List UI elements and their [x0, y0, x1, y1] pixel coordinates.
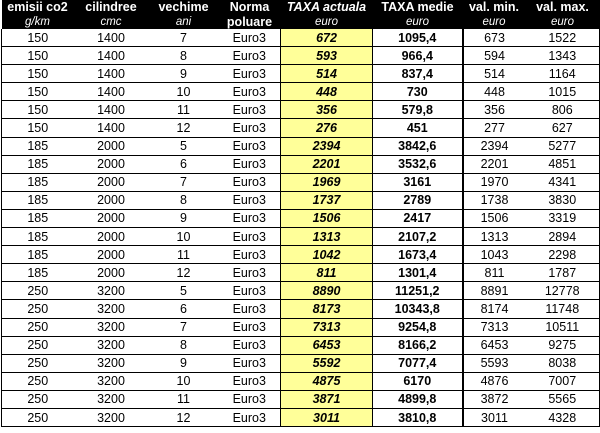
cell-vechime: 6: [149, 300, 219, 318]
table-header: [2, 0, 600, 29]
cell-taxa-medie: 966,4: [373, 47, 463, 65]
cell-taxa-actuala: 8890: [281, 282, 373, 300]
cell-norma: Euro3: [219, 246, 281, 264]
cell-val-min: 1506: [463, 209, 526, 227]
cell-val-max: 1164: [526, 65, 600, 83]
cell-norma: Euro3: [219, 119, 281, 137]
cell-norma: Euro3: [219, 300, 281, 318]
cell-taxa-medie: 2107,2: [373, 228, 463, 246]
cell-val-max: 10511: [526, 318, 600, 336]
cell-emisii: 150: [2, 65, 74, 83]
table-row: [2, 336, 600, 354]
cell-norma: Euro3: [219, 372, 281, 390]
cell-val-min: 6453: [463, 336, 526, 354]
cell-val-max: 5565: [526, 390, 600, 408]
cell-emisii: 185: [2, 137, 74, 155]
cell-val-max: 4328: [526, 408, 600, 426]
cell-taxa-medie: 837,4: [373, 65, 463, 83]
cell-cilindree: 1400: [74, 101, 149, 119]
cell-taxa-medie: 730: [373, 83, 463, 101]
table-body: [2, 29, 600, 427]
cell-taxa-medie: 2789: [373, 191, 463, 209]
taxa-table: [1, 0, 600, 427]
unit-emisii: g/km: [2, 15, 74, 29]
cell-val-min: 4876: [463, 372, 526, 390]
cell-norma: Euro3: [219, 282, 281, 300]
cell-cilindree: 2000: [74, 155, 149, 173]
cell-val-max: 11748: [526, 300, 600, 318]
cell-taxa-medie: 1673,4: [373, 246, 463, 264]
cell-norma: Euro3: [219, 29, 281, 47]
cell-val-max: 2894: [526, 228, 600, 246]
cell-cilindree: 3200: [74, 390, 149, 408]
cell-taxa-medie: 579,8: [373, 101, 463, 119]
cell-taxa-actuala: 514: [281, 65, 373, 83]
cell-cilindree: 1400: [74, 83, 149, 101]
cell-taxa-medie: 1095,4: [373, 29, 463, 47]
cell-taxa-actuala: 276: [281, 119, 373, 137]
table-row: [2, 372, 600, 390]
cell-val-max: 1787: [526, 264, 600, 282]
table-row: [2, 228, 600, 246]
cell-cilindree: 2000: [74, 137, 149, 155]
table-row: [2, 408, 600, 426]
cell-val-min: 1313: [463, 228, 526, 246]
table-row: [2, 390, 600, 408]
table-row: [2, 300, 600, 318]
cell-cilindree: 1400: [74, 65, 149, 83]
cell-vechime: 5: [149, 137, 219, 155]
cell-cilindree: 2000: [74, 246, 149, 264]
cell-taxa-medie: 9254,8: [373, 318, 463, 336]
cell-taxa-medie: 6170: [373, 372, 463, 390]
cell-emisii: 185: [2, 155, 74, 173]
cell-cilindree: 1400: [74, 47, 149, 65]
cell-norma: Euro3: [219, 137, 281, 155]
cell-val-max: 4851: [526, 155, 600, 173]
cell-val-max: 1522: [526, 29, 600, 47]
cell-taxa-medie: 3532,6: [373, 155, 463, 173]
unit-cilindree: cmc: [74, 15, 149, 29]
cell-vechime: 10: [149, 228, 219, 246]
cell-taxa-actuala: 3871: [281, 390, 373, 408]
cell-vechime: 11: [149, 101, 219, 119]
cell-vechime: 6: [149, 155, 219, 173]
unit-taxa-actuala: euro: [281, 15, 373, 29]
cell-emisii: 185: [2, 173, 74, 191]
cell-emisii: 185: [2, 246, 74, 264]
cell-val-max: 806: [526, 101, 600, 119]
cell-val-max: 3319: [526, 209, 600, 227]
table-row: [2, 65, 600, 83]
cell-taxa-actuala: 8173: [281, 300, 373, 318]
cell-vechime: 7: [149, 318, 219, 336]
cell-taxa-medie: 3842,6: [373, 137, 463, 155]
cell-emisii: 250: [2, 390, 74, 408]
cell-val-min: 448: [463, 83, 526, 101]
cell-taxa-actuala: 2201: [281, 155, 373, 173]
table-row: [2, 137, 600, 155]
cell-cilindree: 3200: [74, 354, 149, 372]
cell-taxa-actuala: 2394: [281, 137, 373, 155]
cell-norma: Euro3: [219, 83, 281, 101]
table-row: [2, 282, 600, 300]
cell-cilindree: 3200: [74, 408, 149, 426]
cell-emisii: 250: [2, 282, 74, 300]
cell-vechime: 10: [149, 372, 219, 390]
header-norma: Norma: [219, 0, 281, 15]
cell-taxa-actuala: 356: [281, 101, 373, 119]
cell-vechime: 9: [149, 354, 219, 372]
cell-emisii: 150: [2, 47, 74, 65]
cell-val-min: 1738: [463, 191, 526, 209]
cell-val-min: 8891: [463, 282, 526, 300]
header-val-min: val. min.: [463, 0, 526, 15]
cell-vechime: 12: [149, 119, 219, 137]
header-taxa-actuala: TAXA actuala: [281, 0, 373, 15]
cell-taxa-actuala: 7313: [281, 318, 373, 336]
cell-taxa-medie: 451: [373, 119, 463, 137]
unit-norma: poluare: [219, 15, 281, 29]
cell-emisii: 250: [2, 354, 74, 372]
cell-emisii: 150: [2, 83, 74, 101]
cell-taxa-medie: 3810,8: [373, 408, 463, 426]
cell-emisii: 150: [2, 119, 74, 137]
cell-val-min: 2201: [463, 155, 526, 173]
cell-emisii: 150: [2, 101, 74, 119]
cell-taxa-medie: 1301,4: [373, 264, 463, 282]
cell-norma: Euro3: [219, 155, 281, 173]
cell-taxa-medie: 10343,8: [373, 300, 463, 318]
cell-norma: Euro3: [219, 191, 281, 209]
cell-taxa-actuala: 1042: [281, 246, 373, 264]
table-row: [2, 173, 600, 191]
cell-emisii: 250: [2, 300, 74, 318]
cell-val-min: 8174: [463, 300, 526, 318]
cell-norma: Euro3: [219, 318, 281, 336]
cell-cilindree: 2000: [74, 209, 149, 227]
cell-val-max: 7007: [526, 372, 600, 390]
table-row: [2, 209, 600, 227]
table-row: [2, 155, 600, 173]
unit-val-max: euro: [526, 15, 600, 29]
cell-val-max: 5277: [526, 137, 600, 155]
cell-norma: Euro3: [219, 264, 281, 282]
cell-taxa-medie: 7077,4: [373, 354, 463, 372]
table-row: [2, 83, 600, 101]
cell-cilindree: 2000: [74, 228, 149, 246]
cell-taxa-actuala: 448: [281, 83, 373, 101]
cell-val-min: 356: [463, 101, 526, 119]
cell-cilindree: 2000: [74, 191, 149, 209]
cell-cilindree: 3200: [74, 282, 149, 300]
cell-emisii: 185: [2, 228, 74, 246]
cell-vechime: 11: [149, 246, 219, 264]
cell-vechime: 8: [149, 191, 219, 209]
cell-cilindree: 1400: [74, 119, 149, 137]
unit-vechime: ani: [149, 15, 219, 29]
cell-cilindree: 2000: [74, 173, 149, 191]
cell-val-max: 1015: [526, 83, 600, 101]
cell-emisii: 185: [2, 191, 74, 209]
table-row: [2, 47, 600, 65]
header-cilindree: cilindree: [74, 0, 149, 15]
cell-val-max: 627: [526, 119, 600, 137]
cell-vechime: 8: [149, 47, 219, 65]
cell-taxa-medie: 2417: [373, 209, 463, 227]
cell-cilindree: 3200: [74, 318, 149, 336]
table-row: [2, 119, 600, 137]
cell-val-min: 811: [463, 264, 526, 282]
cell-vechime: 9: [149, 65, 219, 83]
cell-taxa-actuala: 3011: [281, 408, 373, 426]
cell-taxa-medie: 8166,2: [373, 336, 463, 354]
cell-val-min: 514: [463, 65, 526, 83]
cell-cilindree: 2000: [74, 264, 149, 282]
cell-taxa-actuala: 1737: [281, 191, 373, 209]
header-taxa-medie: TAXA medie: [373, 0, 463, 15]
cell-emisii: 150: [2, 29, 74, 47]
header-val-max: val. max.: [526, 0, 600, 15]
cell-vechime: 5: [149, 282, 219, 300]
cell-taxa-actuala: 593: [281, 47, 373, 65]
cell-taxa-actuala: 1506: [281, 209, 373, 227]
cell-val-max: 1343: [526, 47, 600, 65]
cell-taxa-actuala: 672: [281, 29, 373, 47]
cell-norma: Euro3: [219, 390, 281, 408]
cell-vechime: 7: [149, 173, 219, 191]
table-row: [2, 246, 600, 264]
cell-norma: Euro3: [219, 47, 281, 65]
cell-vechime: 12: [149, 264, 219, 282]
header-vechime: vechime: [149, 0, 219, 15]
cell-norma: Euro3: [219, 228, 281, 246]
cell-val-max: 4341: [526, 173, 600, 191]
cell-vechime: 11: [149, 390, 219, 408]
cell-val-max: 2298: [526, 246, 600, 264]
cell-vechime: 8: [149, 336, 219, 354]
table-row: [2, 191, 600, 209]
table-row: [2, 354, 600, 372]
cell-norma: Euro3: [219, 173, 281, 191]
cell-val-min: 1043: [463, 246, 526, 264]
cell-emisii: 185: [2, 264, 74, 282]
cell-cilindree: 1400: [74, 29, 149, 47]
cell-val-min: 594: [463, 47, 526, 65]
cell-taxa-actuala: 1313: [281, 228, 373, 246]
cell-vechime: 12: [149, 408, 219, 426]
cell-vechime: 7: [149, 29, 219, 47]
cell-emisii: 250: [2, 318, 74, 336]
header-emisii: emisii co2: [2, 0, 74, 15]
unit-val-min: euro: [463, 15, 526, 29]
cell-emisii: 185: [2, 209, 74, 227]
cell-cilindree: 3200: [74, 372, 149, 390]
table-row: [2, 29, 600, 47]
cell-norma: Euro3: [219, 336, 281, 354]
cell-taxa-medie: 11251,2: [373, 282, 463, 300]
table-row: [2, 101, 600, 119]
cell-cilindree: 3200: [74, 300, 149, 318]
cell-val-min: 1970: [463, 173, 526, 191]
cell-val-min: 7313: [463, 318, 526, 336]
cell-taxa-actuala: 6453: [281, 336, 373, 354]
cell-cilindree: 3200: [74, 336, 149, 354]
cell-val-min: 3011: [463, 408, 526, 426]
cell-vechime: 9: [149, 209, 219, 227]
cell-norma: Euro3: [219, 354, 281, 372]
cell-vechime: 10: [149, 83, 219, 101]
cell-val-max: 3830: [526, 191, 600, 209]
cell-val-max: 12778: [526, 282, 600, 300]
cell-val-max: 8038: [526, 354, 600, 372]
cell-taxa-actuala: 811: [281, 264, 373, 282]
cell-taxa-actuala: 5592: [281, 354, 373, 372]
cell-val-min: 277: [463, 119, 526, 137]
cell-norma: Euro3: [219, 101, 281, 119]
cell-taxa-medie: 4899,8: [373, 390, 463, 408]
table-row: [2, 264, 600, 282]
cell-val-min: 3872: [463, 390, 526, 408]
cell-emisii: 250: [2, 372, 74, 390]
cell-taxa-medie: 3161: [373, 173, 463, 191]
cell-val-max: 9275: [526, 336, 600, 354]
table-row: [2, 318, 600, 336]
cell-val-min: 673: [463, 29, 526, 47]
cell-val-min: 5593: [463, 354, 526, 372]
cell-emisii: 250: [2, 408, 74, 426]
cell-val-min: 2394: [463, 137, 526, 155]
cell-emisii: 250: [2, 336, 74, 354]
cell-taxa-actuala: 1969: [281, 173, 373, 191]
unit-taxa-medie: euro: [373, 15, 463, 29]
cell-norma: Euro3: [219, 209, 281, 227]
cell-norma: Euro3: [219, 408, 281, 426]
cell-norma: Euro3: [219, 65, 281, 83]
cell-taxa-actuala: 4875: [281, 372, 373, 390]
